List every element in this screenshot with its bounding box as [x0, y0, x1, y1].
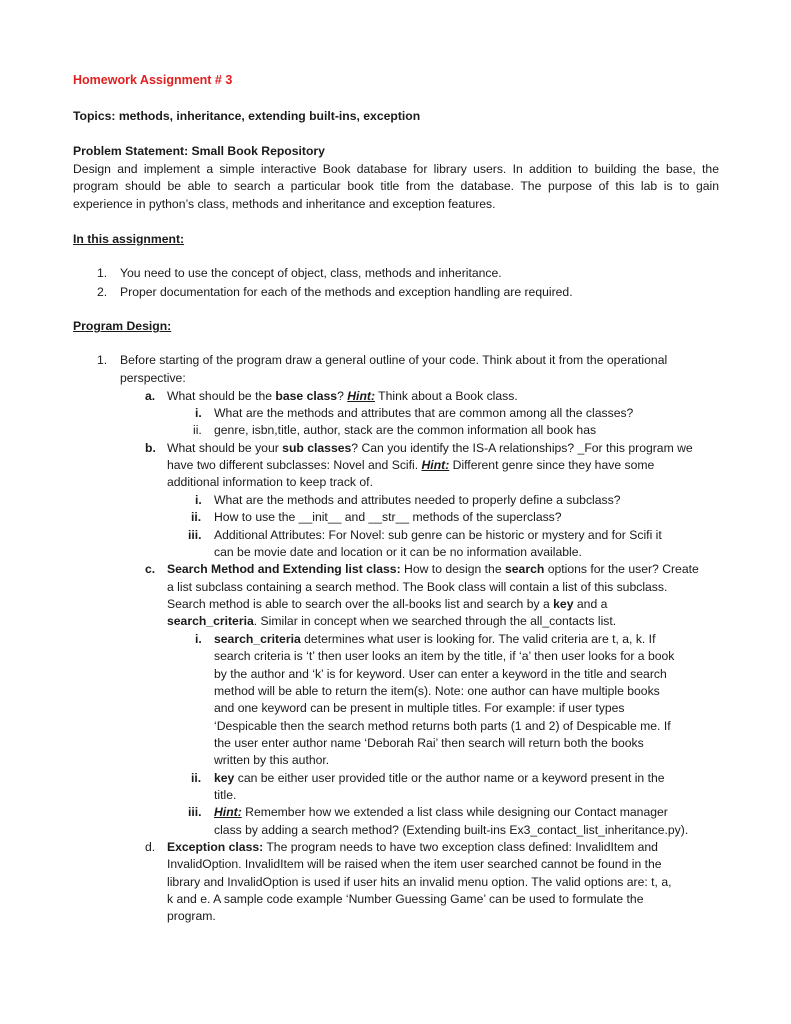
- text-run: search_criteria: [167, 614, 254, 628]
- list-marker: ii.: [193, 423, 202, 437]
- hint-label: Hint:: [421, 458, 450, 472]
- assignment-item: You need to use the concept of object, class, methods and inheritance.: [120, 266, 502, 280]
- sub-item-continued: can be movie date and location or it can be no information available.: [214, 545, 582, 559]
- base-class-question: [167, 388, 518, 405]
- program-design-heading: Program Design:: [73, 319, 172, 333]
- search-method-line: a list subclass containing a search method. The Book class will contain a list of this subclass.: [167, 580, 668, 594]
- sub-item: What are the methods and attributes that are common among all the classes?: [214, 406, 634, 420]
- sub-item-continued: method will be able to return the item(s). Note: one author can have multiple books: [214, 684, 660, 698]
- text-run: have two different subclasses: Novel and Scifi.: [167, 458, 422, 472]
- list-marker: c.: [145, 562, 156, 576]
- exception-line: InvalidOption. InvalidItem will be raised when the item user searched cannot be found in the: [167, 857, 662, 871]
- design-intro-line: perspective:: [120, 371, 186, 385]
- sub-item-continued: class by adding a search method? (Extending built-ins Ex3_contact_list_inheritance.py).: [214, 823, 689, 837]
- text-run: The program needs to have two exception class defined: InvalidItem and: [263, 840, 658, 854]
- sub-class-line: [167, 457, 654, 474]
- sub-item-continued: title.: [214, 788, 237, 802]
- list-marker: b.: [145, 441, 156, 455]
- search-method-line: [167, 561, 699, 578]
- text-run: base class: [275, 389, 338, 403]
- list-marker: iii.: [188, 805, 202, 819]
- design-intro-line: Before starting of the program draw a general outline of your code. Think about it from the operational: [120, 353, 668, 367]
- text-run: options for the user? Create: [544, 562, 699, 576]
- assignment-heading: In this assignment:: [73, 232, 185, 246]
- exception-line: [167, 839, 658, 856]
- exception-line: program.: [167, 909, 216, 923]
- text-run: key: [553, 597, 574, 611]
- sub-item: Additional Attributes: For Novel: sub genre can be historic or mystery and for Scifi it: [214, 528, 662, 542]
- problem-paragraph: [73, 161, 719, 213]
- text-run: ?: [337, 389, 348, 403]
- text-run: Different genre since they have some: [449, 458, 655, 472]
- list-number: 1.: [97, 266, 108, 280]
- list-marker: iii.: [188, 528, 202, 542]
- problem-line: Design and implement a simple interactive Book database for library users. In addition to building the base, the: [73, 162, 719, 176]
- sub-item-continued: ‘Despicable then the search method returns both parts (1 and 2) of Despicable me. If: [214, 719, 671, 733]
- exception-line: k and e. A sample code example ‘Number Guessing Game’ can be used to formulate the: [167, 892, 644, 906]
- text-run: Remember how we extended a list class while designing our Contact manager: [241, 805, 668, 819]
- text-run: search: [505, 562, 545, 576]
- sub-item: [214, 804, 668, 821]
- problem-line: experience in python’s class, methods and inheritance and exception features.: [73, 196, 496, 211]
- search-method-line: [167, 613, 616, 630]
- list-marker: d.: [145, 840, 156, 854]
- list-number: 1.: [97, 353, 108, 367]
- sub-item-continued: search criteria is ‘t’ then user looks an item by the title, if ‘a’ then user looks for a book: [214, 649, 675, 663]
- sub-item: [214, 770, 665, 787]
- text-run: ? Can you identify the IS-A relationships? _For this program we: [351, 441, 693, 455]
- text-run: key: [214, 771, 235, 785]
- list-marker: i.: [195, 493, 202, 507]
- search-method-line: [167, 596, 607, 613]
- text-run: sub classes: [282, 441, 352, 455]
- assignment-item: Proper documentation for each of the methods and exception handling are required.: [120, 285, 573, 299]
- text-run: Exception class:: [167, 840, 264, 854]
- text-run: What should be your: [167, 441, 283, 455]
- sub-item: [214, 631, 655, 648]
- text-run: How to design the: [400, 562, 505, 576]
- sub-item-continued: and one keyword can be present in multiple titles. For example: if user types: [214, 701, 625, 715]
- topics-line: Topics: methods, inheritance, extending built-ins, exception: [73, 109, 421, 123]
- problem-line: program should be able to search a particular book title from the database. The purpose of this lab is to gain: [73, 179, 719, 194]
- text-run: and a: [573, 597, 608, 611]
- text-run: can be either user provided title or the author name or a keyword present in the: [234, 771, 665, 785]
- hint-label: Hint:: [214, 805, 242, 819]
- sub-class-question: [167, 440, 693, 457]
- problem-heading: Problem Statement: Small Book Repository: [73, 144, 325, 158]
- text-run: . Similar in concept when we searched through the all_contacts list.: [253, 614, 617, 628]
- hint-label: Hint:: [347, 389, 375, 403]
- text-run: search_criteria: [214, 632, 301, 646]
- text-run: Search method is able to search over the all-books list and search by a: [167, 597, 554, 611]
- sub-item-continued: written by this author.: [214, 753, 330, 767]
- list-number: 2.: [97, 285, 108, 299]
- sub-item: How to use the __init__ and __str__ methods of the superclass?: [214, 510, 562, 524]
- exception-line: library and InvalidOption is used if user hits an invalid menu option. The valid options are: t, a,: [167, 875, 672, 889]
- list-marker: i.: [195, 632, 202, 646]
- text-run: determines what user is looking for. The valid criteria are t, a, k. If: [300, 632, 656, 646]
- list-marker: i.: [195, 406, 202, 420]
- sub-class-line: additional information to keep track of.: [167, 475, 373, 489]
- assignment-title: Homework Assignment # 3: [73, 73, 233, 87]
- list-marker: ii.: [191, 510, 202, 524]
- text-run: Search Method and Extending list class:: [167, 562, 401, 576]
- list-marker: a.: [145, 389, 156, 403]
- sub-item-continued: by the author and ‘k’ is for keyword. User can enter a keyword in the title and search: [214, 667, 667, 681]
- sub-item: genre, isbn,title, author, stack are the common information all book has: [214, 423, 597, 437]
- text-run: What should be the: [167, 389, 276, 403]
- sub-item: What are the methods and attributes needed to properly define a subclass?: [214, 493, 621, 507]
- text-run: Think about a Book class.: [375, 389, 518, 403]
- sub-item-continued: the user enter author name ‘Deborah Rai’ then search will return both the books: [214, 736, 644, 750]
- list-marker: ii.: [191, 771, 202, 785]
